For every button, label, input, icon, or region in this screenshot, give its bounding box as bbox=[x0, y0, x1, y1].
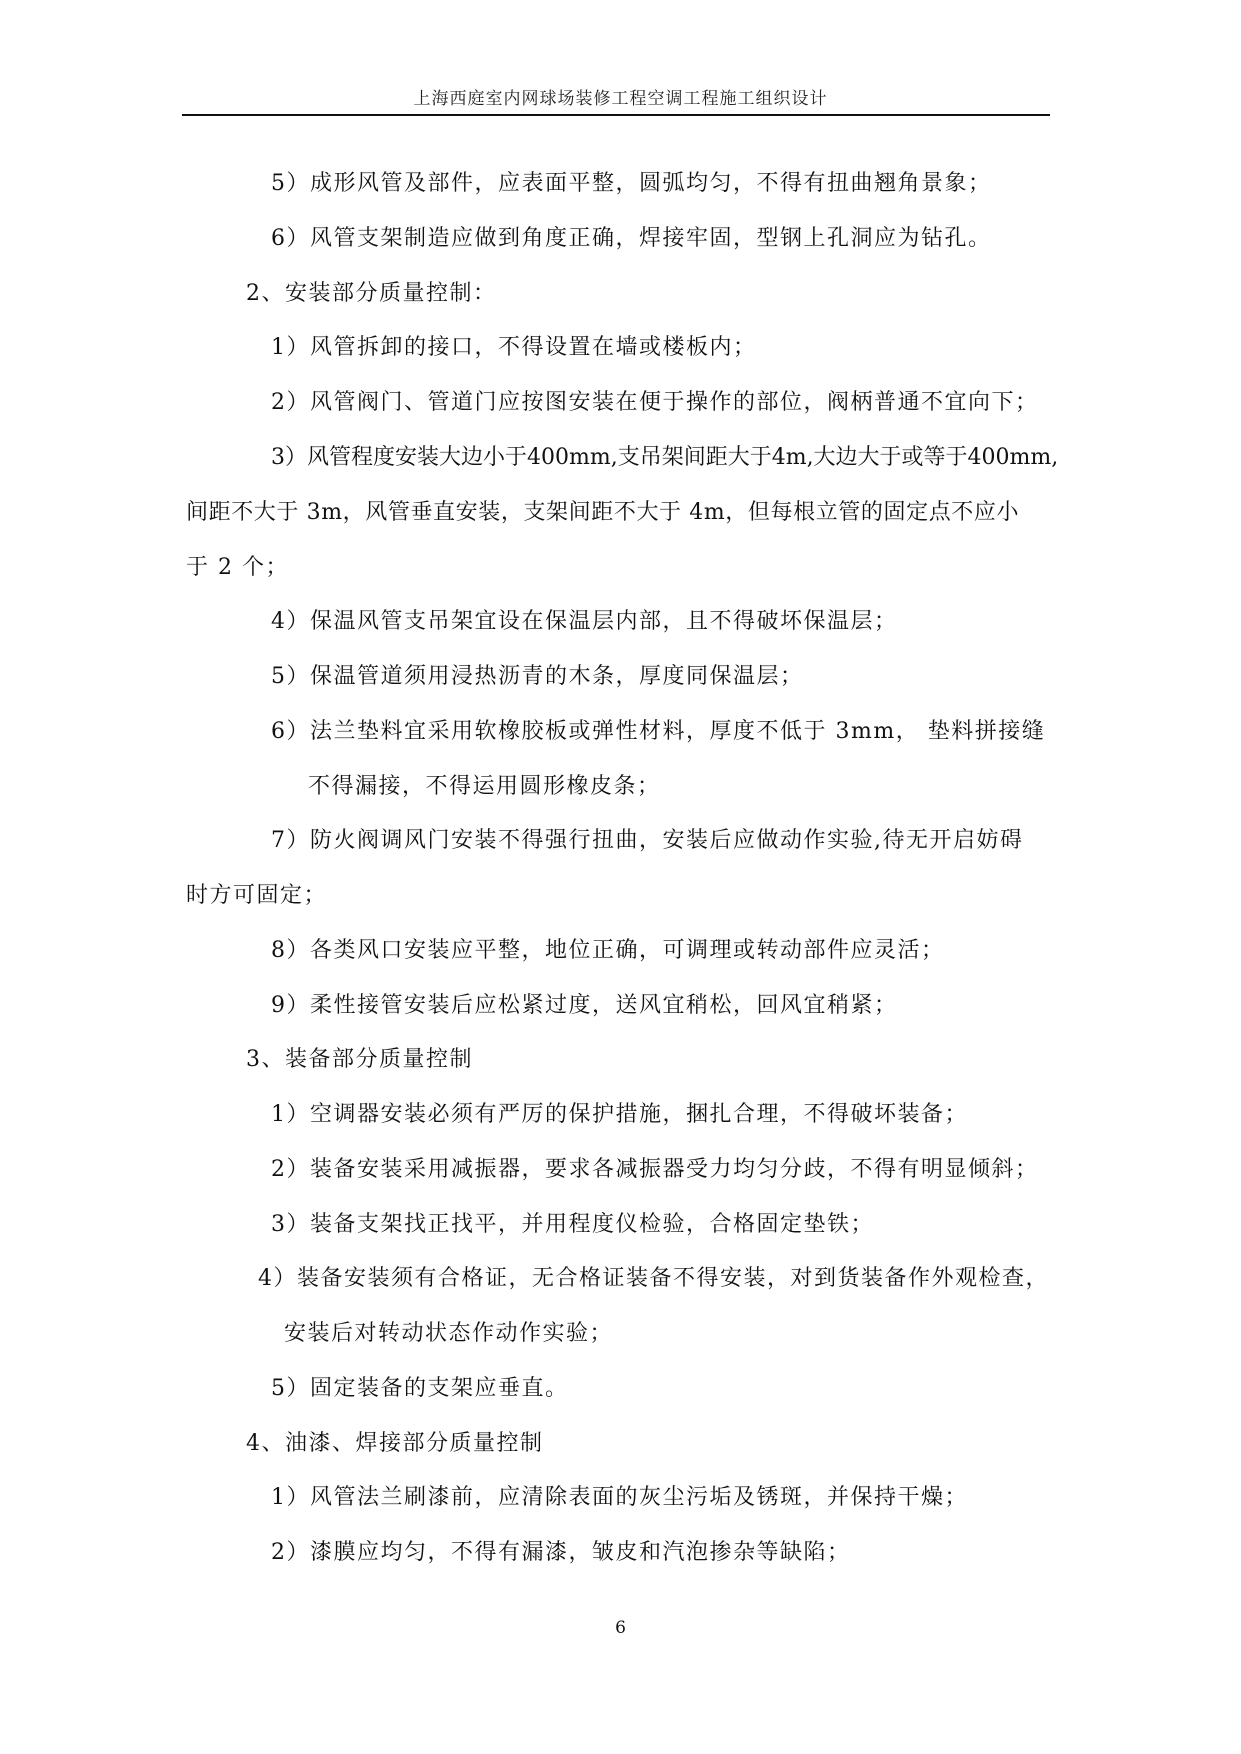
text-line: 2）风管阀门、管道门应按图安装在便于操作的部位，阀柄普通不宜向下； bbox=[271, 390, 1039, 415]
text-line: 4）保温风管支吊架宜设在保温层内部，且不得破坏保温层； bbox=[271, 609, 898, 634]
text-line: 1）风管法兰刷漆前，应清除表面的灰尘污垢及锈斑，并保持干燥； bbox=[271, 1485, 968, 1510]
text-line: 安装后对转动状态作动作实验； bbox=[284, 1321, 614, 1346]
text-line: 时方可固定； bbox=[186, 883, 328, 908]
page-number: 6 bbox=[615, 1618, 626, 1638]
text-line: 于 2 个； bbox=[186, 555, 289, 580]
text-line: 4）装备安装须有合格证，无合格证装备不得安装，对到货装备作外观检查， bbox=[258, 1266, 1049, 1291]
text-line: 1）风管拆卸的接口，不得设置在墙或楼板内； bbox=[271, 335, 757, 360]
text-line: 1）空调器安装必须有严厉的保护措施，捆扎合理，不得破坏装备； bbox=[271, 1102, 968, 1127]
text-line: 2）漆膜应均匀，不得有漏漆，皱皮和汽泡掺杂等缺陷； bbox=[271, 1540, 851, 1565]
text-line: 4、油漆、焊接部分质量控制 bbox=[246, 1431, 544, 1456]
text-line: 3）风管程度安装大边小于400mm,支吊架间距大于4m,大边大于或等于400mm, bbox=[271, 445, 1059, 470]
page-header: 上海西庭室内网球场装修工程空调工程施工组织设计 bbox=[413, 89, 828, 109]
header-rule bbox=[182, 114, 1050, 116]
text-line: 6）风管支架制造应做到角度正确，焊接牢固，型钢上孔洞应为钻孔。 bbox=[271, 226, 992, 251]
text-line: 2、安装部分质量控制： bbox=[246, 281, 497, 306]
text-line: 不得漏接，不得运用圆形橡皮条； bbox=[308, 774, 661, 799]
text-line: 5）固定装备的支架应垂直。 bbox=[271, 1376, 569, 1401]
text-line: 间距不大于 3m，风管垂直安装，支架间距不大于 4m，但每根立管的固定点不应小 bbox=[186, 500, 1020, 525]
text-line: 5）保温管道须用浸热沥青的木条，厚度同保温层； bbox=[271, 664, 804, 689]
text-line: 6）法兰垫料宜采用软橡胶板或弹性材料，厚度不低于 3mm， 垫料拼接缝 bbox=[271, 719, 1046, 744]
text-line: 3）装备支架找正找平，并用程度仪检验，合格固定垫铁； bbox=[271, 1212, 874, 1237]
text-line: 8）各类风口安装应平整，地位正确，可调理或转动部件应灵活； bbox=[271, 938, 945, 963]
text-line: 7）防火阀调风门安装不得强行扭曲，安装后应做动作实验,待无开启妨碍 bbox=[271, 828, 1024, 853]
text-line: 2）装备安装采用减振器，要求各减振器受力均匀分歧，不得有明显倾斜； bbox=[271, 1157, 1039, 1182]
text-line: 3、装备部分质量控制 bbox=[246, 1047, 473, 1072]
text-line: 5）成形风管及部件，应表面平整，圆弧均匀，不得有扭曲翘角景象； bbox=[271, 171, 992, 196]
text-line: 9）柔性接管安装后应松紧过度，送风宜稍松，回风宜稍紧； bbox=[271, 993, 898, 1018]
